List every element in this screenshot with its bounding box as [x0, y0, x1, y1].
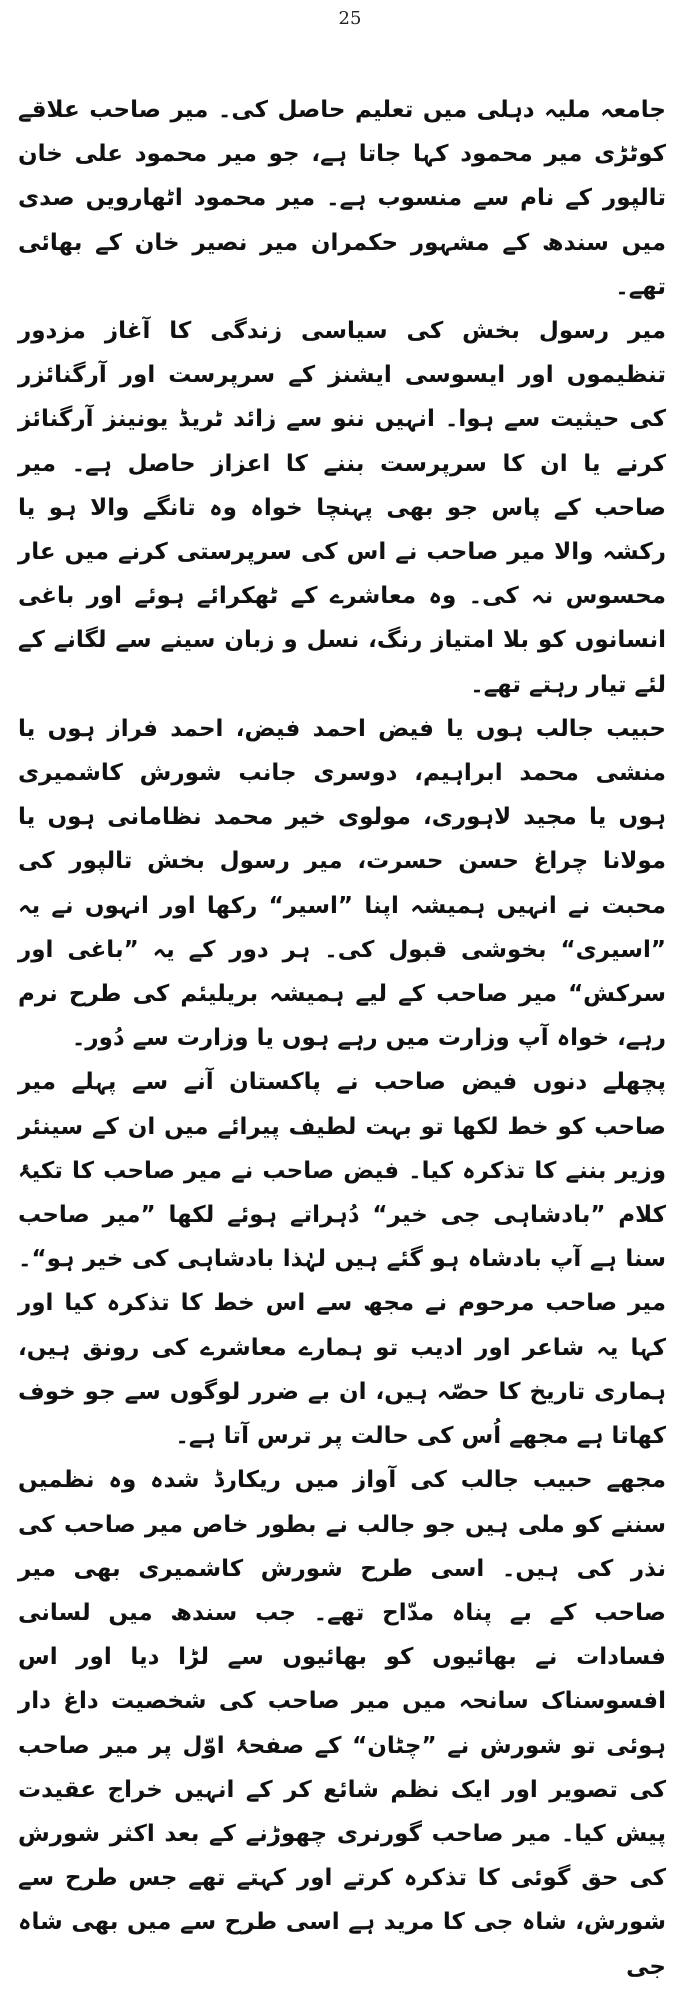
page-number: 25	[338, 8, 362, 29]
paragraph-2: میر رسول بخش کی سیاسی زندگی کا آغاز مزدور تنظیموں اور ایسوسی ایشنز کے سرپرست اور آرگنائزر کی حیثیت سے ہوا۔ انہیں ننو سے زائد ٹریڈ یونینز آرگنائز کرنے یا ان کا سرپرست بننے کا اعزاز حاصل ہے۔ میر صاحب کے پاس جو بھی پہنچا خواہ وہ تانگے والا ہو یا رکشہ والا میر صاحب نے اس کی سرپرستی کرنے میں عار محسوس نہ کی۔ وہ معاشرے کے ٹھکرائے ہوئے اور باغی انسانوں کو بلا امتیاز رنگ، نسل و زبان سینے سے لگانے کے لئے تیار رہتے تھے۔	[18, 318, 666, 698]
paragraph-4: پچھلے دنوں فیض صاحب نے پاکستان آنے سے پہلے میر صاحب کو خط لکھا تو بہت لطیف پیرائے میں ان کے سینئر وزیر بننے کا تذکرہ کیا۔ فیض صاحب نے میر صاحب کا تکیۂ کلام ”بادشاہی جی خیر“ دُہراتے ہوئے لکھا ”میر صاحب سنا ہے آپ بادشاہ ہو گئے ہیں لہٰذا بادشاہی کی خیر ہو“۔ میر صاحب مرحوم نے مجھ سے اس خط کا تذکرہ کیا اور کہا یہ شاعر اور ادیب تو ہمارے معاشرے کی رونق ہیں، ہماری تاریخ کا حصّہ ہیں، ان بے ضرر لوگوں سے جو خوف کھاتا ہے مجھے اُس کی حالت پر ترس آتا ہے۔	[18, 1069, 666, 1450]
paragraph-1: جامعہ ملیہ دہلی میں تعلیم حاصل کی۔ میر صاحب علاقے کوٹڑی میر محمود کہا جاتا ہے، جو میر محمود علی خان تالپور کے نام سے منسوب ہے۔ میر محمود اٹھارویں صدی میں سندھ کے مشہور حکمران میر نصیر خان کے بھائی تھے۔	[18, 97, 666, 300]
paragraph-3: حبیب جالب ہوں یا فیض احمد فیض، احمد فراز ہوں یا منشی محمد ابراہیم، دوسری جانب شورش کاشمیری ہوں یا مجید لاہوری، مولوی خیر محمد نظامانی ہوں یا مولانا چراغ حسن حسرت، میر رسول بخش تالپور کی محبت نے انہیں ہمیشہ اپنا ”اسیر“ رکھا اور انہوں نے یہ ”اسیری“ بخوشی قبول کی۔ ہر دور کے یہ ”باغی اور سرکش“ میر صاحب کے لیے ہمیشہ بریلیئم کی طرح نرم رہے، خواہ آپ وزارت میں رہے ہوں یا وزارت سے دُور۔	[18, 715, 666, 1052]
paragraph-5: مجھے حبیب جالب کی آواز میں ریکارڈ شدہ وہ نظمیں سننے کو ملی ہیں جو جالب نے بطور خاص میر صاحب کی نذر کی ہیں۔ اسی طرح شورش کاشمیری بھی میر صاحب کے بے پناہ مدّاح تھے۔ جب سندھ میں لسانی فسادات نے بھائیوں کو بھائیوں سے لڑا دیا اور اس افسوسناک سانحہ میں میر صاحب کی شخصیت داغ دار ہوئی تو شورش نے ”چٹان“ کے صفحۂ اوّل پر میر صاحب کی تصویر اور ایک نظم شائع کر کے انہیں خراج عقیدت پیش کیا۔ میر صاحب گورنری چھوڑنے کے بعد اکثر شورش کی حق گوئی کا تذکرہ کرتے اور کہتے تھے جس طرح سے شورش، شاہ جی کا مرید ہے اسی طرح سے میں بھی شاہ جی	[18, 1467, 666, 1980]
body-text	[18, 88, 666, 1989]
